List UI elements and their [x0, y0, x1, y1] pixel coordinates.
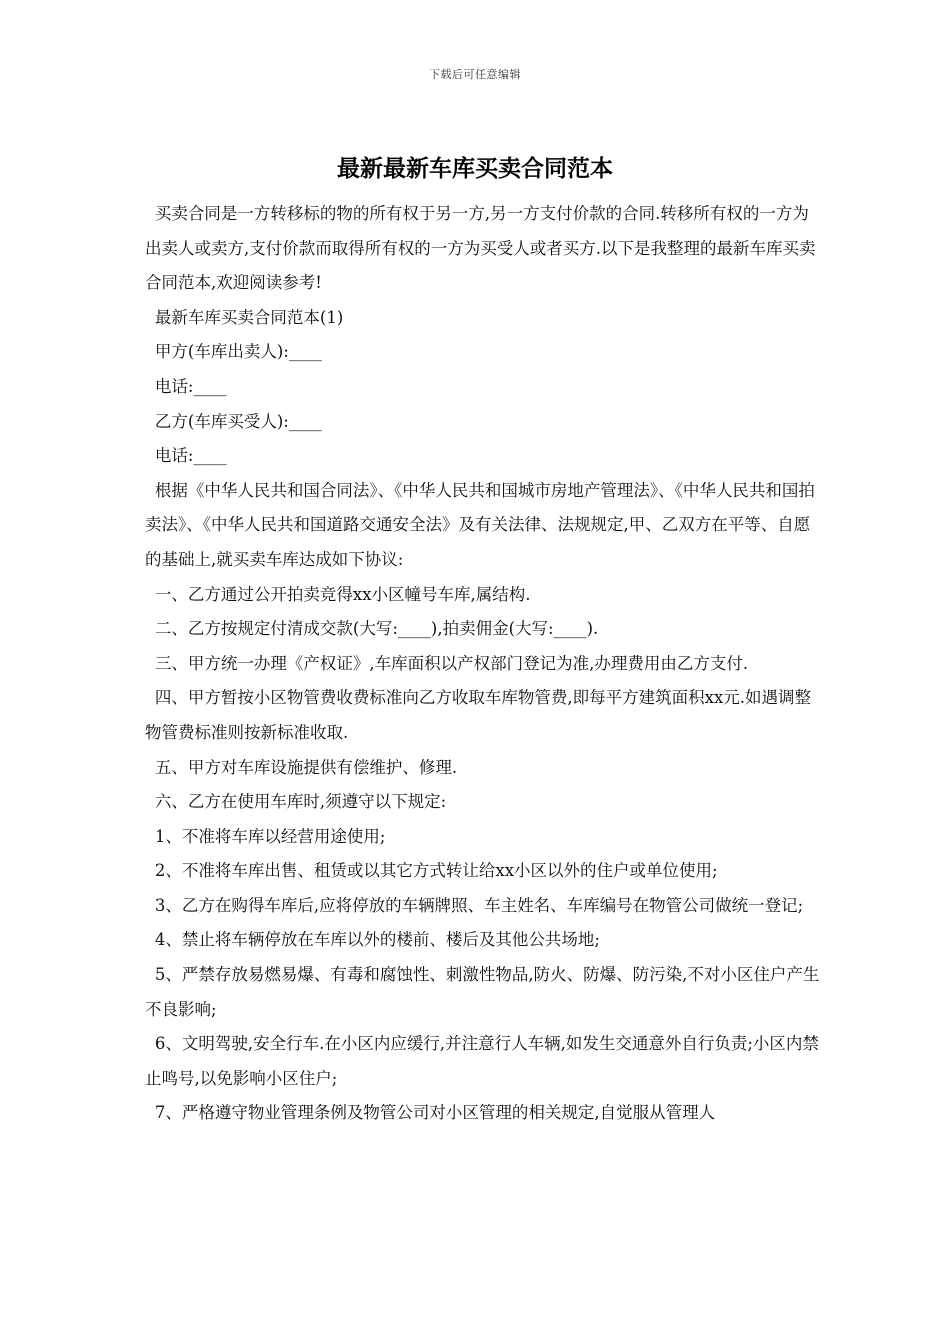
clause-5: 五、甲方对车库设施提供有偿维护、修理. — [154, 757, 458, 777]
party-b-phone: 电话:____ — [154, 446, 227, 466]
rule-6: 6、文明驾驶,安全行车.在小区内应缓行,并注意行人车辆,如发生交通意外自行负责;小区内禁止鸣号,以免影响小区住户; — [145, 1034, 819, 1088]
document-body — [145, 197, 825, 1131]
download-note: 下载后可任意编辑 — [429, 68, 521, 81]
rule-5: 5、严禁存放易燃易爆、有毒和腐蚀性、刺激性物品,防火、防爆、防污染,不对小区住户产生不良影响; — [145, 965, 820, 1019]
rule-2: 2、不准将车库出售、租赁或以其它方式转让给xx小区以外的住户或单位使用; — [154, 861, 718, 881]
document-title: 最新最新车库买卖合同范本 — [337, 155, 613, 182]
clause-4: 四、甲方暂按小区物管费收费标准向乙方收取车库物管费,即每平方建筑面积xx元.如遇调整物管费标准则按新标准收取. — [145, 688, 811, 742]
party-a-phone: 电话:____ — [154, 376, 227, 396]
legal-basis-paragraph: 根据《中华人民共和国合同法》、《中华人民共和国城市房地产管理法》、《中华人民共和国拍卖法》、《中华人民共和国道路交通安全法》及有关法律、法规规定,甲、乙双方在平等、自愿的基础上,就买卖车库达成如下协议: — [145, 480, 815, 569]
clause-1: 一、乙方通过公开拍卖竞得xx小区幢号车库,属结构. — [154, 584, 531, 604]
party-b-line: 乙方(车库买受人):____ — [154, 411, 322, 431]
section-heading: 最新车库买卖合同范本(1) — [154, 307, 344, 327]
clause-3: 三、甲方统一办理《产权证》,车库面积以产权部门登记为准,办理费用由乙方支付. — [154, 653, 749, 673]
rule-4: 4、禁止将车辆停放在车库以外的楼前、楼后及其他公共场地; — [154, 930, 600, 950]
intro-paragraph: 买卖合同是一方转移标的物的所有权于另一方,另一方支付价款的合同.转移所有权的一方为出卖人或卖方,支付价款而取得所有权的一方为买受人或者买方.以下是我整理的最新车库买卖合同范本,欢迎阅读参考! — [145, 204, 816, 293]
clause-6: 六、乙方在使用车库时,须遵守以下规定: — [154, 792, 447, 812]
rule-7: 7、严格遵守物业管理条例及物管公司对小区管理的相关规定,自觉服从管理人 — [154, 1103, 716, 1123]
party-a-line: 甲方(车库出卖人):____ — [154, 342, 322, 362]
clause-2: 二、乙方按规定付清成交款(大写:____),拍卖佣金(大写:____). — [154, 619, 599, 639]
rule-3: 3、乙方在购得车库后,应将停放的车辆牌照、车主姓名、车库编号在物管公司做统一登记; — [154, 895, 804, 915]
rule-1: 1、不准将车库以经营用途使用; — [154, 826, 386, 846]
